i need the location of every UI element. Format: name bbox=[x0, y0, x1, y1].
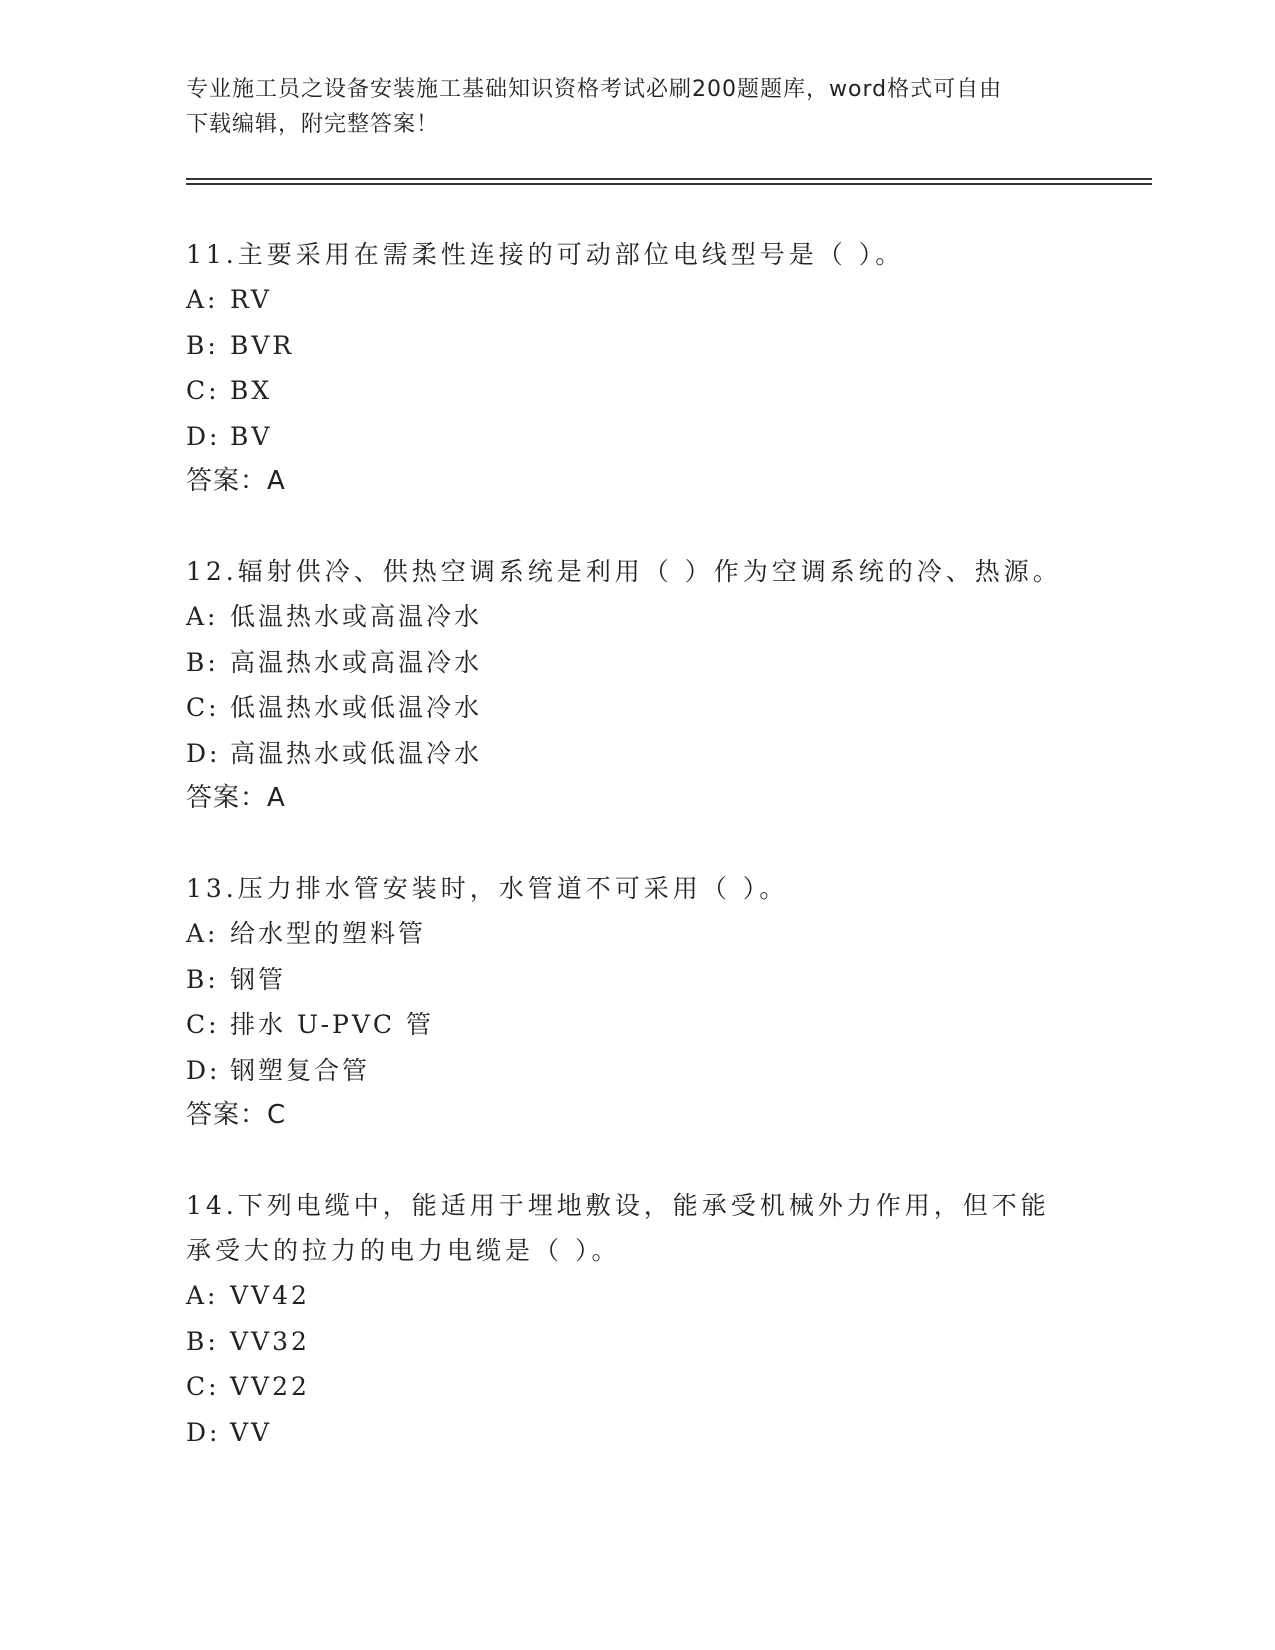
question-stem: 11.主要采用在需柔性连接的可动部位电线型号是（ ）。 bbox=[186, 240, 905, 269]
document-header bbox=[186, 72, 1066, 142]
option-letter: D: bbox=[186, 1055, 221, 1085]
option-letter: B: bbox=[186, 964, 219, 994]
option-letter: A: bbox=[186, 285, 219, 314]
option-letter: A: bbox=[186, 1281, 219, 1310]
option-text: 高温热水或低温冷水 bbox=[230, 738, 483, 768]
option-c bbox=[186, 368, 1086, 414]
option-c bbox=[186, 1002, 1086, 1048]
answer-line: 答案：C bbox=[186, 1100, 287, 1130]
option-c bbox=[186, 1364, 1066, 1410]
question-14 bbox=[186, 1183, 1066, 1455]
option-text: BX bbox=[230, 376, 273, 405]
option-b bbox=[186, 1319, 1066, 1365]
option-a bbox=[186, 277, 1086, 323]
option-d bbox=[186, 414, 1086, 460]
option-text: VV bbox=[230, 1417, 273, 1447]
option-d bbox=[186, 1048, 1086, 1094]
question-stem: 14.下列电缆中，能适用于埋地敷设，能承受机械外力作用，但不能承受大的拉力的电力电缆是（ ）。 bbox=[186, 1191, 1050, 1265]
option-b bbox=[186, 957, 1086, 1003]
option-text: 钢管 bbox=[230, 964, 287, 994]
option-a bbox=[186, 1273, 1066, 1319]
option-a bbox=[186, 594, 1086, 640]
option-c bbox=[186, 685, 1086, 731]
option-letter: B: bbox=[186, 330, 219, 360]
option-letter: A: bbox=[186, 919, 219, 948]
option-letter: C: bbox=[186, 1010, 220, 1039]
question-12 bbox=[186, 549, 1086, 821]
question-stem: 12.辐射供冷、供热空调系统是利用（ ）作为空调系统的冷、热源。 bbox=[186, 557, 1062, 586]
question-13 bbox=[186, 866, 1086, 1138]
option-text: 给水型的塑料管 bbox=[230, 919, 427, 948]
option-text: 钢塑复合管 bbox=[230, 1055, 371, 1085]
answer-line: 答案：A bbox=[186, 783, 286, 813]
option-text: BV bbox=[230, 421, 273, 451]
option-letter: B: bbox=[186, 647, 219, 677]
option-text: 排水 U-PVC 管 bbox=[230, 1010, 434, 1039]
option-b bbox=[186, 640, 1086, 686]
option-letter: D: bbox=[186, 421, 221, 451]
question-11 bbox=[186, 232, 1086, 504]
option-text: 低温热水或低温冷水 bbox=[230, 693, 483, 722]
header-line-2: 下载编辑，附完整答案！ bbox=[186, 112, 440, 137]
header-divider-top bbox=[186, 178, 1152, 180]
option-letter: D: bbox=[186, 1417, 221, 1447]
option-b bbox=[186, 323, 1086, 369]
option-d bbox=[186, 1410, 1066, 1456]
option-text: 高温热水或高温冷水 bbox=[230, 647, 483, 677]
option-text: VV32 bbox=[230, 1326, 310, 1356]
header-line-1: 专业施工员之设备安装施工基础知识资格考试必刷200题题库，word格式可自由 bbox=[186, 77, 1003, 102]
option-text: VV42 bbox=[230, 1281, 310, 1310]
option-text: VV22 bbox=[230, 1372, 310, 1401]
option-letter: D: bbox=[186, 738, 221, 768]
option-d bbox=[186, 731, 1086, 777]
option-letter: C: bbox=[186, 693, 220, 722]
option-text: 低温热水或高温冷水 bbox=[230, 602, 483, 631]
answer-line: 答案：A bbox=[186, 466, 286, 496]
header-divider-bottom bbox=[186, 183, 1152, 185]
option-text: RV bbox=[230, 285, 272, 314]
option-a bbox=[186, 911, 1086, 957]
option-letter: C: bbox=[186, 1372, 220, 1401]
option-letter: C: bbox=[186, 376, 220, 405]
option-text: BVR bbox=[230, 330, 295, 360]
question-stem: 13.压力排水管安装时，水管道不可采用（ ）。 bbox=[186, 874, 789, 903]
option-letter: A: bbox=[186, 602, 219, 631]
option-letter: B: bbox=[186, 1326, 219, 1356]
